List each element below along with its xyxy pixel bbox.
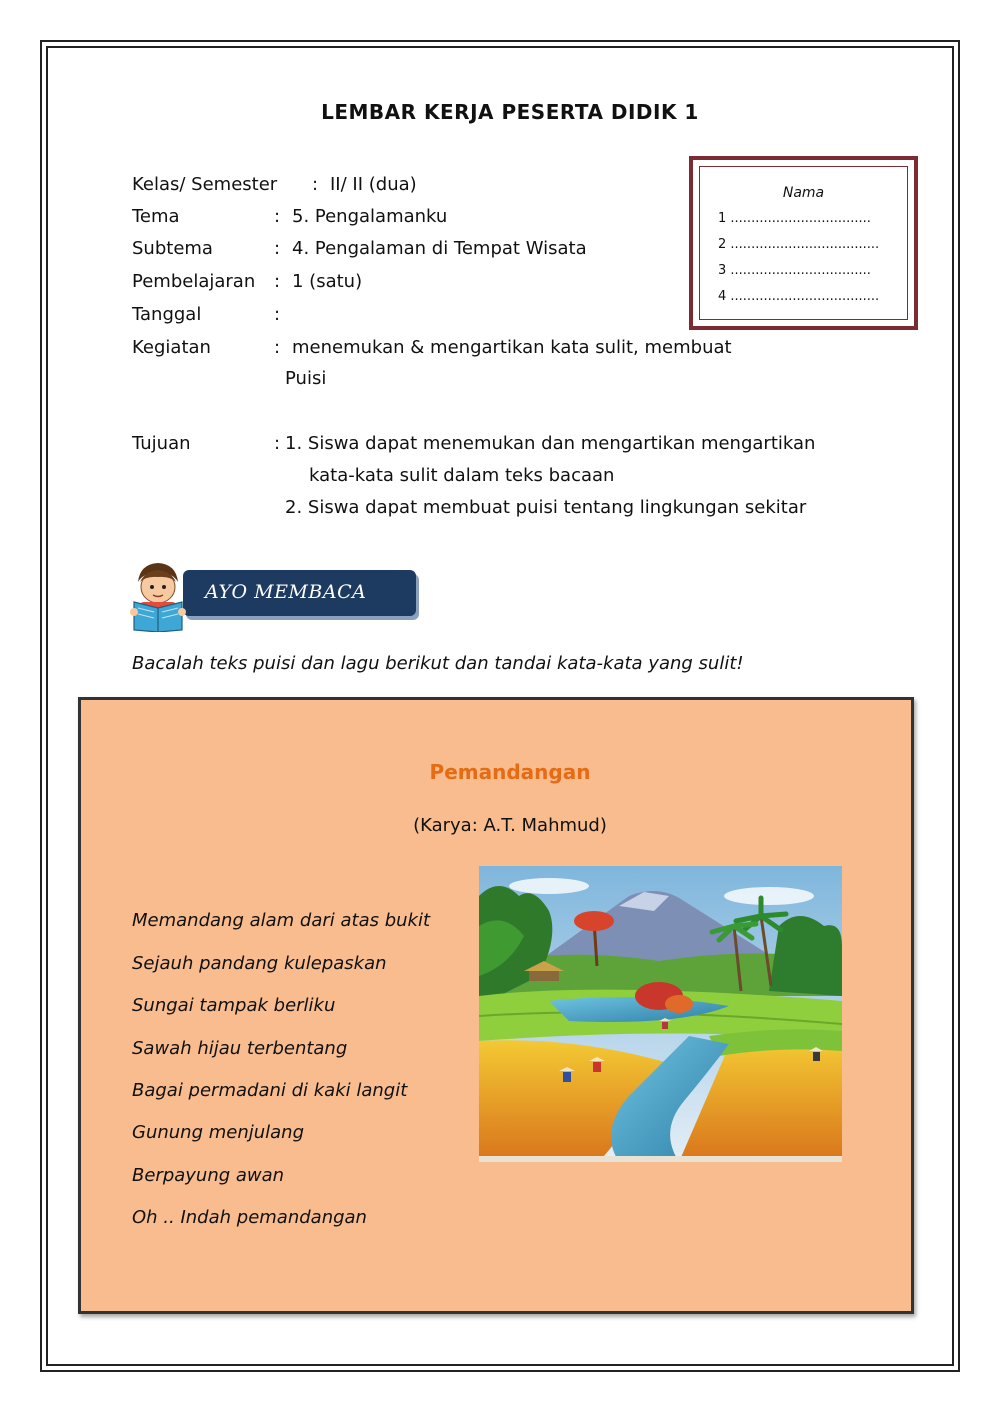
tujuan-label: Tujuan xyxy=(132,433,191,454)
info-label: Tanggal xyxy=(132,304,202,325)
info-value-continued: Puisi xyxy=(285,368,327,389)
poem-line: Berpayung awan xyxy=(132,1165,285,1186)
info-value: II/ II (dua) xyxy=(330,174,417,195)
reading-boy-icon xyxy=(128,560,190,632)
banner-label: AYO MEMBACA xyxy=(205,581,367,603)
poem-line: Gunung menjulang xyxy=(132,1122,305,1143)
name-box-inner-border xyxy=(699,166,908,320)
name-line-4[interactable]: 4 .................................... xyxy=(718,289,880,304)
info-separator: : xyxy=(274,337,281,358)
info-label: Pembelajaran xyxy=(132,271,256,292)
tujuan-item-2: 2. Siswa dapat membuat puisi tentang lingkungan sekitar xyxy=(285,497,807,518)
poem-title: Pemandangan xyxy=(429,760,591,784)
info-separator: : xyxy=(274,433,281,454)
info-value: 4. Pengalaman di Tempat Wisata xyxy=(292,238,587,259)
name-box-title: Nama xyxy=(782,185,825,201)
name-line-2[interactable]: 2 .................................... xyxy=(718,237,880,252)
info-label: Tema xyxy=(132,206,180,227)
tujuan-item-1: 1. Siswa dapat menemukan dan mengartikan mengartikan xyxy=(285,433,816,454)
info-separator: : xyxy=(312,174,319,195)
name-box xyxy=(689,156,918,330)
landscape-painting xyxy=(479,866,842,1162)
poem-line: Bagai permadani di kaki langit xyxy=(132,1080,408,1101)
info-label: Kelas/ Semester xyxy=(132,174,278,195)
poem-line: Sawah hijau terbentang xyxy=(132,1038,348,1059)
info-separator: : xyxy=(274,238,281,259)
banner-background xyxy=(183,570,416,616)
info-label: Subtema xyxy=(132,238,213,259)
info-value: 1 (satu) xyxy=(292,271,363,292)
ayo-membaca-banner xyxy=(128,560,420,632)
info-separator: : xyxy=(274,271,281,292)
info-value: menemukan & mengartikan kata sulit, membuat xyxy=(292,337,732,358)
name-line-1[interactable]: 1 .................................. xyxy=(718,211,871,226)
poem-line: Sungai tampak berliku xyxy=(132,995,336,1016)
poem-line: Memandang alam dari atas bukit xyxy=(132,910,431,931)
info-separator: : xyxy=(274,206,281,227)
reading-instruction: Bacalah teks puisi dan lagu berikut dan tandai kata-kata yang sulit! xyxy=(132,653,744,674)
worksheet-title: LEMBAR KERJA PESERTA DIDIK 1 xyxy=(321,100,699,124)
poem-author: (Karya: A.T. Mahmud) xyxy=(413,815,607,836)
tujuan-item-1-continued: kata-kata sulit dalam teks bacaan xyxy=(309,465,615,486)
name-line-3[interactable]: 3 .................................. xyxy=(718,263,871,278)
poem-line: Oh .. Indah pemandangan xyxy=(132,1207,367,1228)
info-separator: : xyxy=(274,304,281,325)
poem-line: Sejauh pandang kulepaskan xyxy=(132,953,387,974)
info-label: Kegiatan xyxy=(132,337,211,358)
info-value: 5. Pengalamanku xyxy=(292,206,448,227)
